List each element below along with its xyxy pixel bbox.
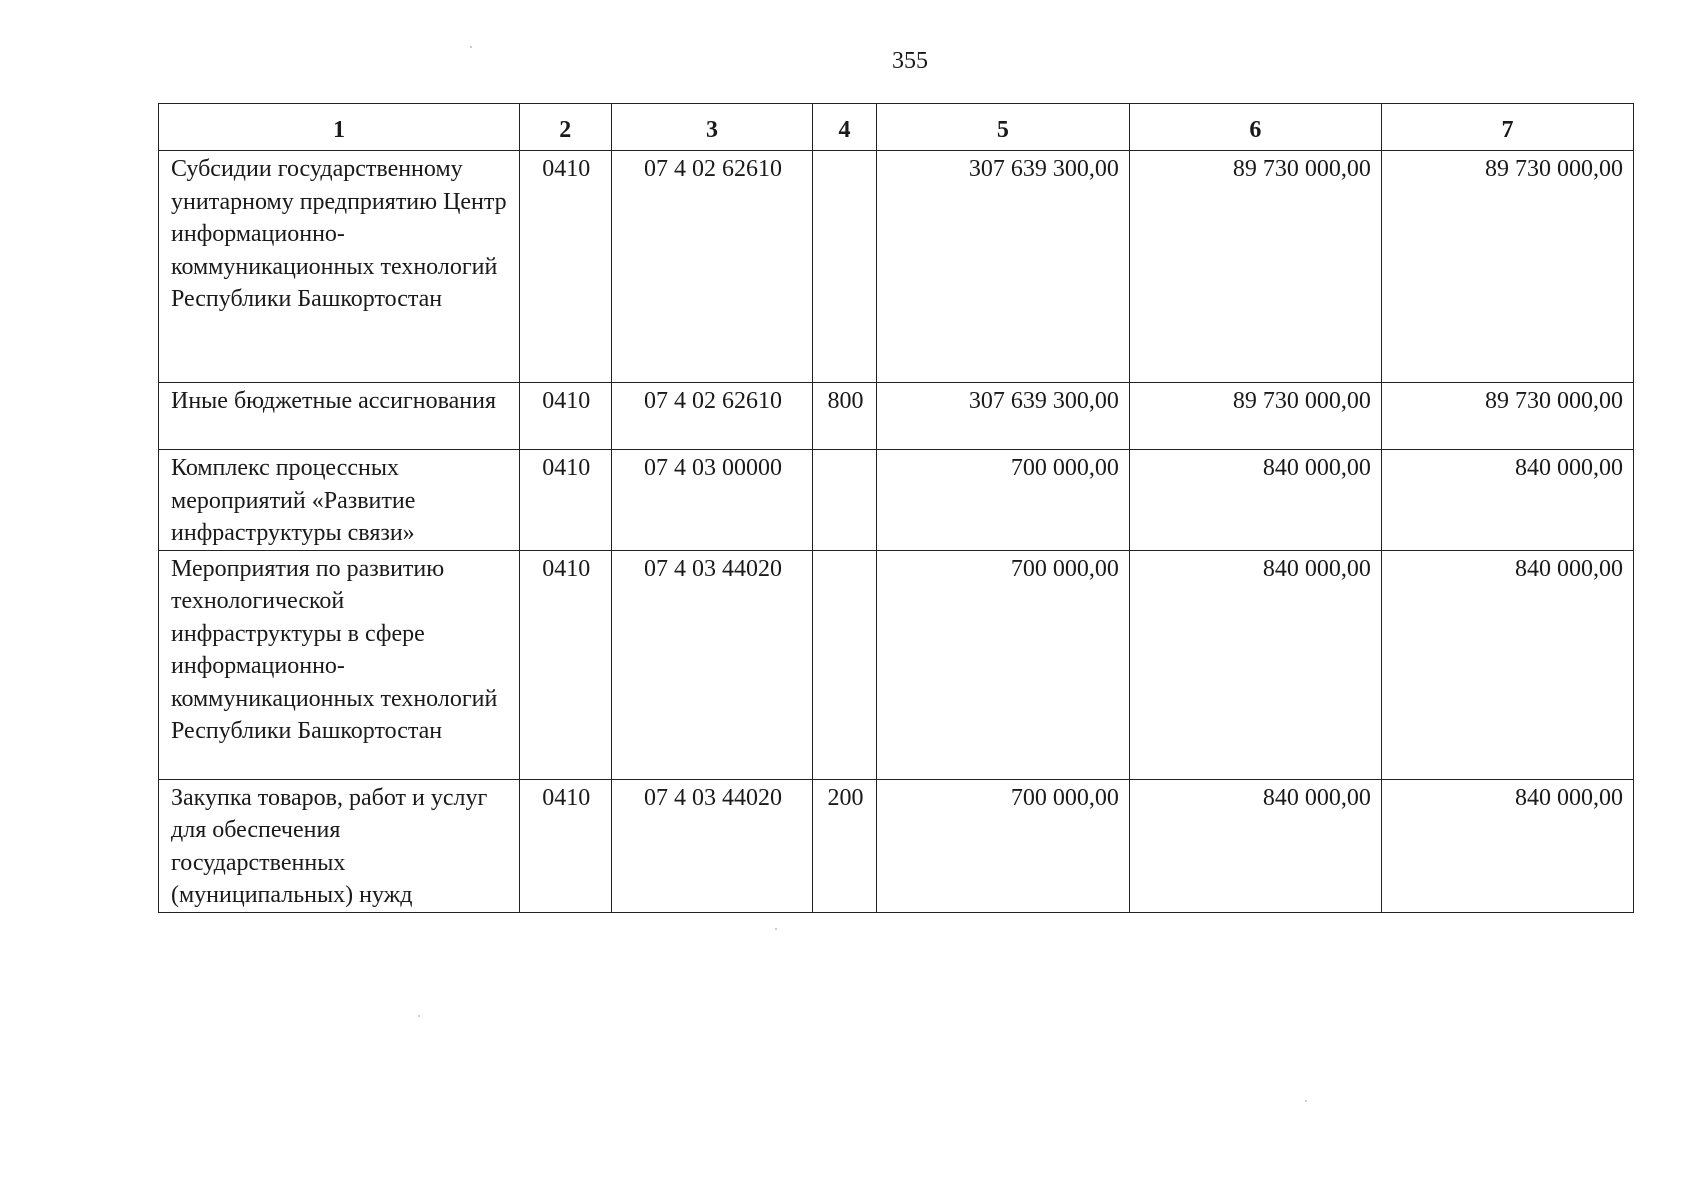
amount-col6: 89 730 000,00 [1129, 383, 1381, 450]
column-header: 4 [813, 104, 877, 151]
table-row [159, 779, 1634, 912]
amount-col6: 840 000,00 [1129, 779, 1381, 912]
item-name: Мероприятия по развитию технологической инфраструктуры в сфере информационно-коммуникационных технологий Республики Башкортостан [159, 550, 520, 779]
amount-col5: 307 639 300,00 [876, 151, 1129, 383]
amount-col5: 700 000,00 [876, 550, 1129, 779]
budget-table [158, 103, 1634, 913]
scan-speck [1305, 1100, 1307, 1102]
expense-type [813, 550, 877, 779]
scan-speck [470, 46, 472, 48]
item-name: Закупка товаров, работ и услуг для обеспечения государственных (муниципальных) нужд [159, 779, 520, 912]
expense-type [813, 151, 877, 383]
amount-col5: 307 639 300,00 [876, 383, 1129, 450]
column-header: 6 [1129, 104, 1381, 151]
item-name: Комплекс процессных мероприятий «Развитие инфраструктуры связи» [159, 450, 520, 551]
amount-col5: 700 000,00 [876, 779, 1129, 912]
amount-col5: 700 000,00 [876, 450, 1129, 551]
amount-col6: 840 000,00 [1129, 450, 1381, 551]
column-header: 1 [159, 104, 520, 151]
page-number: 355 [892, 48, 928, 74]
table-row [159, 151, 1634, 383]
amount-col7: 89 730 000,00 [1381, 383, 1633, 450]
header-row [159, 104, 1634, 151]
scan-speck [775, 928, 777, 930]
section-code: 0410 [519, 383, 611, 450]
target-code: 07 4 02 62610 [611, 151, 813, 383]
column-header: 7 [1381, 104, 1633, 151]
target-code: 07 4 03 44020 [611, 779, 813, 912]
scan-speck [418, 1015, 420, 1017]
column-header: 2 [519, 104, 611, 151]
expense-type [813, 450, 877, 551]
amount-col7: 89 730 000,00 [1381, 151, 1633, 383]
expense-type: 800 [813, 383, 877, 450]
amount-col7: 840 000,00 [1381, 550, 1633, 779]
amount-col7: 840 000,00 [1381, 779, 1633, 912]
table-row [159, 550, 1634, 779]
amount-col6: 840 000,00 [1129, 550, 1381, 779]
item-name: Субсидии государственному унитарному предприятию Центр информационно-коммуникационных технологий Республики Башкортостан [159, 151, 520, 383]
section-code: 0410 [519, 779, 611, 912]
section-code: 0410 [519, 151, 611, 383]
expense-type: 200 [813, 779, 877, 912]
table-row [159, 450, 1634, 551]
section-code: 0410 [519, 550, 611, 779]
column-header: 5 [876, 104, 1129, 151]
amount-col6: 89 730 000,00 [1129, 151, 1381, 383]
column-header: 3 [611, 104, 813, 151]
amount-col7: 840 000,00 [1381, 450, 1633, 551]
target-code: 07 4 02 62610 [611, 383, 813, 450]
target-code: 07 4 03 00000 [611, 450, 813, 551]
section-code: 0410 [519, 450, 611, 551]
target-code: 07 4 03 44020 [611, 550, 813, 779]
table-row [159, 383, 1634, 450]
item-name: Иные бюджетные ассигнования [159, 383, 520, 450]
